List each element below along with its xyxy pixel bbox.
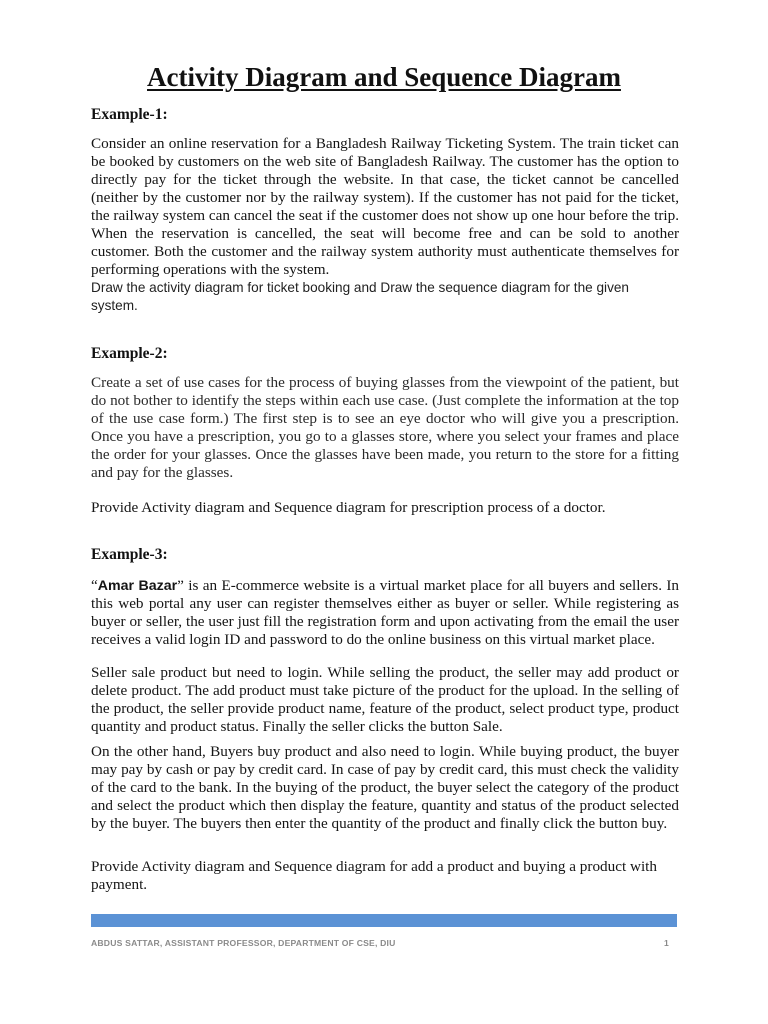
page-number: 1 bbox=[664, 938, 669, 948]
example-3-seller-block bbox=[91, 664, 679, 736]
example-2-body-block bbox=[91, 374, 679, 482]
page-title: Activity Diagram and Sequence Diagram bbox=[147, 62, 621, 92]
example-2-heading: Example-2: bbox=[91, 345, 168, 362]
footer-author: ABDUS SATTAR, ASSISTANT PROFESSOR, DEPARTMENT OF CSE, DIU bbox=[91, 938, 396, 948]
example-2-body: Create a set of use cases for the process of buying glasses from the viewpoint of the patient, but do not bother to identify the steps within each use case. (Just complete the information at the top of the use case form.) The first step is to see an eye doctor who will give you a prescription. Once you have a prescription, you go to a glasses store, where you select your frames and place the order for your glasses. Once the glasses have been made, you return to the store for a fitting and pay for the glasses. bbox=[91, 374, 679, 481]
example-1-body-block bbox=[91, 135, 679, 315]
example-1-heading-block bbox=[91, 106, 679, 124]
example-3-seller: Seller sale product but need to login. While selling the product, the seller may add product or delete product. The add product must take picture of the product for the upload. In the selling of the product, the seller provide product name, feature of the product, select product type, product quantity and product status. Finally the seller clicks the button Sale. bbox=[91, 664, 679, 735]
example-2-task: Provide Activity diagram and Sequence diagram for prescription process of a doctor. bbox=[91, 499, 606, 516]
example-3-task: Provide Activity diagram and Sequence diagram for add a product and buying a product with payment. bbox=[91, 858, 658, 893]
example-3-intro-block bbox=[91, 577, 679, 649]
example-3-heading-block bbox=[91, 546, 679, 564]
example-1-body: Consider an online reservation for a Bangladesh Railway Ticketing System. The train ticket can be booked by customers on the web site of Bangladesh Railway. The customer has the option to directly pay for the ticket through the website. In that case, the ticket cannot be cancelled (neither by the customer nor by the railway system). If the customer has not paid for the ticket, the railway system can cancel the seat if the customer does not show up one hour before the trip. When the reservation is cancelled, the seat will become free and can be sold to another customer. Both the customer and the railway system authority must authenticate themselves for performing operations with the system. bbox=[91, 135, 679, 278]
brand-name: Amar Bazar bbox=[97, 578, 178, 594]
example-1-task: Draw the activity diagram for ticket booking and Draw the sequence diagram for the given system. bbox=[91, 280, 629, 313]
example-3-heading: Example-3: bbox=[91, 546, 168, 563]
example-3-intro bbox=[91, 577, 679, 649]
example-3-buyer: On the other hand, Buyers buy product and also need to login. While buying product, the buyer may pay by cash or pay by credit card. In case of pay by credit card, this must check the validity of the card to the bank. In the buying of the product, the buyer select the category of the product and select the product which then display the feature, quantity and status of the product selected by the buyer. The buyers then enter the quantity of the product and finally click the button buy. bbox=[91, 743, 679, 832]
example-1-heading: Example-1: bbox=[91, 106, 168, 123]
footer-bar bbox=[91, 914, 677, 927]
example-2-heading-block bbox=[91, 345, 679, 363]
example-3-buyer-block bbox=[91, 743, 679, 833]
example-3-task-block bbox=[91, 858, 679, 894]
example-2-task-block bbox=[91, 499, 679, 517]
example-3-intro-text: ” is an E-commerce website is a virtual market place for all buyers and sellers. In this web portal any user can register themselves either as buyer or seller. While registering as buyer or seller, the user just fill the registration form and upon activating from the email the user receives a valid login ID and password to do the online business on this virtual market place. bbox=[91, 577, 679, 648]
open-quote: “ bbox=[91, 577, 98, 594]
